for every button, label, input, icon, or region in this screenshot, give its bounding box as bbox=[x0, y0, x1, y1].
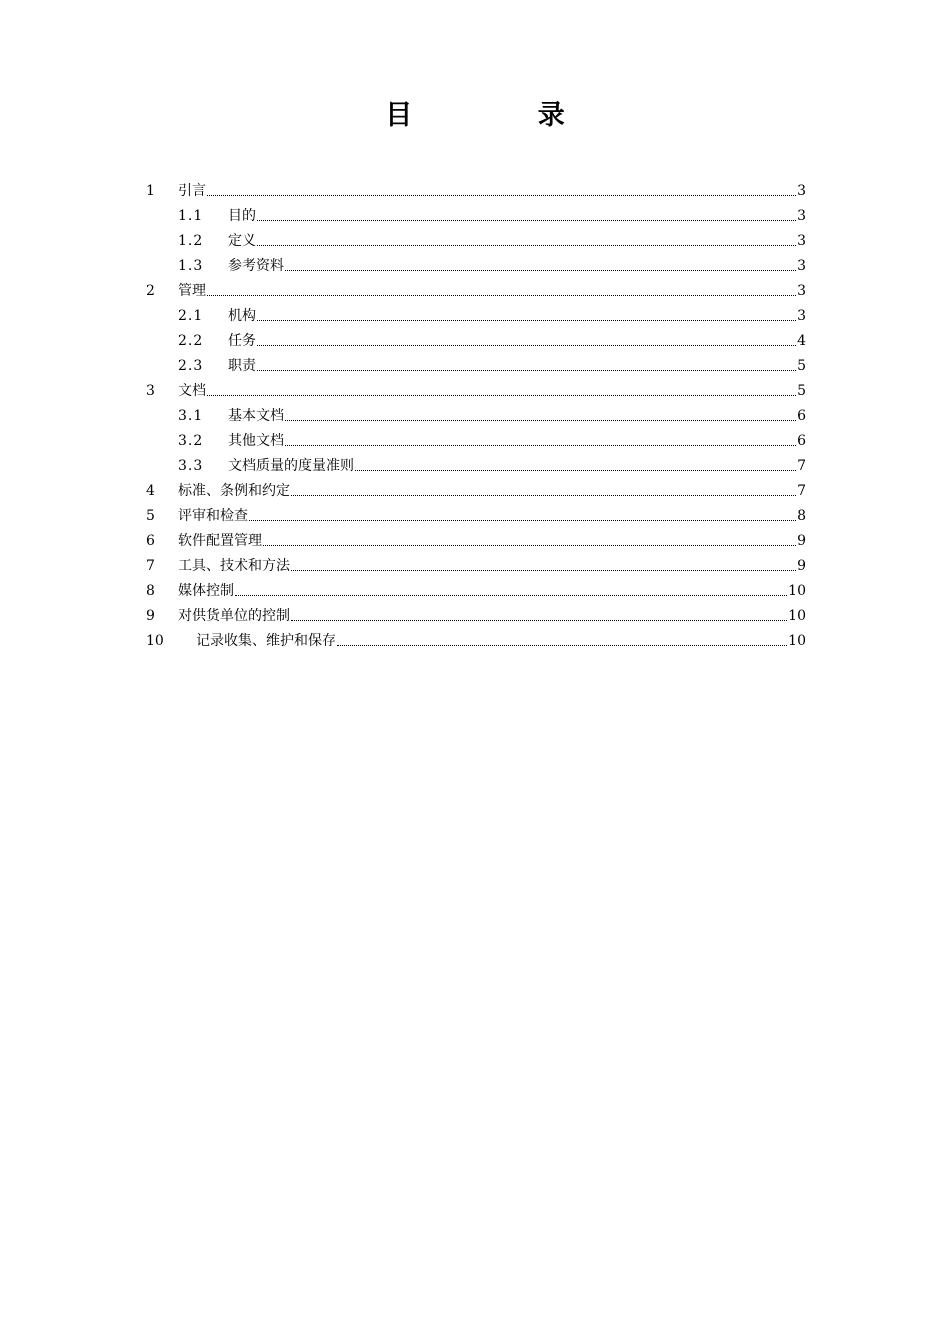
toc-page-number: 8 bbox=[797, 508, 806, 524]
table-of-contents bbox=[146, 175, 806, 650]
toc-entry[interactable] bbox=[146, 600, 806, 625]
toc-number: 10 bbox=[146, 633, 164, 649]
toc-leader bbox=[337, 644, 787, 646]
toc-page-number: 3 bbox=[797, 308, 806, 324]
toc-label: 文档 bbox=[178, 383, 206, 399]
toc-entry[interactable] bbox=[146, 575, 806, 600]
toc-leader bbox=[263, 544, 796, 546]
toc-leader bbox=[285, 269, 796, 271]
toc-label: 软件配置管理 bbox=[178, 533, 262, 549]
toc-entry[interactable] bbox=[146, 275, 806, 300]
toc-entry[interactable] bbox=[146, 250, 806, 275]
toc-page-number: 5 bbox=[797, 358, 806, 374]
toc-number: 2.1 bbox=[178, 308, 204, 324]
toc-entry[interactable] bbox=[146, 550, 806, 575]
toc-leader bbox=[257, 369, 796, 371]
toc-number: 3.2 bbox=[178, 433, 204, 449]
toc-label: 职责 bbox=[228, 358, 256, 374]
toc-page-number: 5 bbox=[797, 383, 806, 399]
toc-entry[interactable] bbox=[146, 625, 806, 650]
toc-page-number: 3 bbox=[797, 208, 806, 224]
toc-number: 6 bbox=[146, 533, 155, 549]
toc-leader bbox=[207, 394, 796, 396]
toc-page-number: 3 bbox=[797, 233, 806, 249]
toc-number: 2.2 bbox=[178, 333, 204, 349]
toc-entry[interactable] bbox=[146, 175, 806, 200]
toc-number: 3 bbox=[146, 383, 155, 399]
toc-label: 基本文档 bbox=[228, 408, 284, 424]
page-title: 目 录 bbox=[385, 100, 623, 131]
toc-page-number: 7 bbox=[797, 483, 806, 499]
toc-label: 引言 bbox=[178, 183, 206, 199]
toc-number: 4 bbox=[146, 483, 155, 499]
toc-page-number: 9 bbox=[797, 558, 806, 574]
toc-number: 1.2 bbox=[178, 233, 204, 249]
toc-label: 工具、技术和方法 bbox=[178, 558, 290, 574]
toc-leader bbox=[291, 619, 787, 621]
toc-page-number: 10 bbox=[788, 633, 806, 649]
toc-page-number: 3 bbox=[797, 283, 806, 299]
toc-entry[interactable] bbox=[146, 525, 806, 550]
toc-leader bbox=[257, 319, 796, 321]
toc-label: 任务 bbox=[228, 333, 256, 349]
toc-number: 2 bbox=[146, 283, 155, 299]
toc-leader bbox=[291, 569, 796, 571]
toc-number: 3.1 bbox=[178, 408, 204, 424]
toc-leader bbox=[257, 344, 796, 346]
toc-label: 其他文档 bbox=[228, 433, 284, 449]
toc-label: 评审和检查 bbox=[178, 508, 248, 524]
toc-label: 参考资料 bbox=[228, 258, 284, 274]
toc-number: 5 bbox=[146, 508, 155, 524]
toc-leader bbox=[257, 244, 796, 246]
toc-number: 8 bbox=[146, 583, 155, 599]
toc-label: 机构 bbox=[228, 308, 256, 324]
toc-number: 1.1 bbox=[178, 208, 204, 224]
toc-entry[interactable] bbox=[146, 225, 806, 250]
toc-page-number: 7 bbox=[797, 458, 806, 474]
toc-entry[interactable] bbox=[146, 475, 806, 500]
toc-page-number: 10 bbox=[788, 583, 806, 599]
toc-number: 1 bbox=[146, 183, 155, 199]
toc-page-number: 6 bbox=[797, 408, 806, 424]
toc-entry[interactable] bbox=[146, 375, 806, 400]
toc-entry[interactable] bbox=[146, 425, 806, 450]
toc-label: 管理 bbox=[178, 283, 206, 299]
toc-entry[interactable] bbox=[146, 400, 806, 425]
toc-page-number: 6 bbox=[797, 433, 806, 449]
toc-number: 1.3 bbox=[178, 258, 204, 274]
toc-page-number: 4 bbox=[797, 333, 806, 349]
toc-entry[interactable] bbox=[146, 325, 806, 350]
toc-page-number: 3 bbox=[797, 258, 806, 274]
toc-leader bbox=[291, 494, 796, 496]
toc-page-number: 10 bbox=[788, 608, 806, 624]
toc-label: 对供货单位的控制 bbox=[178, 608, 290, 624]
toc-label: 记录收集、维护和保存 bbox=[196, 633, 336, 649]
toc-entry[interactable] bbox=[146, 200, 806, 225]
toc-number: 7 bbox=[146, 558, 155, 574]
toc-label: 目的 bbox=[228, 208, 256, 224]
toc-page-number: 9 bbox=[797, 533, 806, 549]
toc-number: 9 bbox=[146, 608, 155, 624]
toc-page-number: 3 bbox=[797, 183, 806, 199]
toc-leader bbox=[257, 219, 796, 221]
toc-entry[interactable] bbox=[146, 300, 806, 325]
toc-label: 文档质量的度量准则 bbox=[228, 458, 354, 474]
toc-number: 2.3 bbox=[178, 358, 204, 374]
toc-entry[interactable] bbox=[146, 350, 806, 375]
toc-number: 3.3 bbox=[178, 458, 204, 474]
toc-label: 定义 bbox=[228, 233, 256, 249]
toc-leader bbox=[285, 419, 796, 421]
toc-leader bbox=[355, 469, 796, 471]
toc-leader bbox=[235, 594, 787, 596]
toc-leader bbox=[207, 194, 796, 196]
toc-label: 标准、条例和约定 bbox=[178, 483, 290, 499]
toc-leader bbox=[285, 444, 796, 446]
toc-leader bbox=[249, 519, 796, 521]
toc-entry[interactable] bbox=[146, 450, 806, 475]
toc-entry[interactable] bbox=[146, 500, 806, 525]
toc-leader bbox=[207, 294, 796, 296]
toc-label: 媒体控制 bbox=[178, 583, 234, 599]
